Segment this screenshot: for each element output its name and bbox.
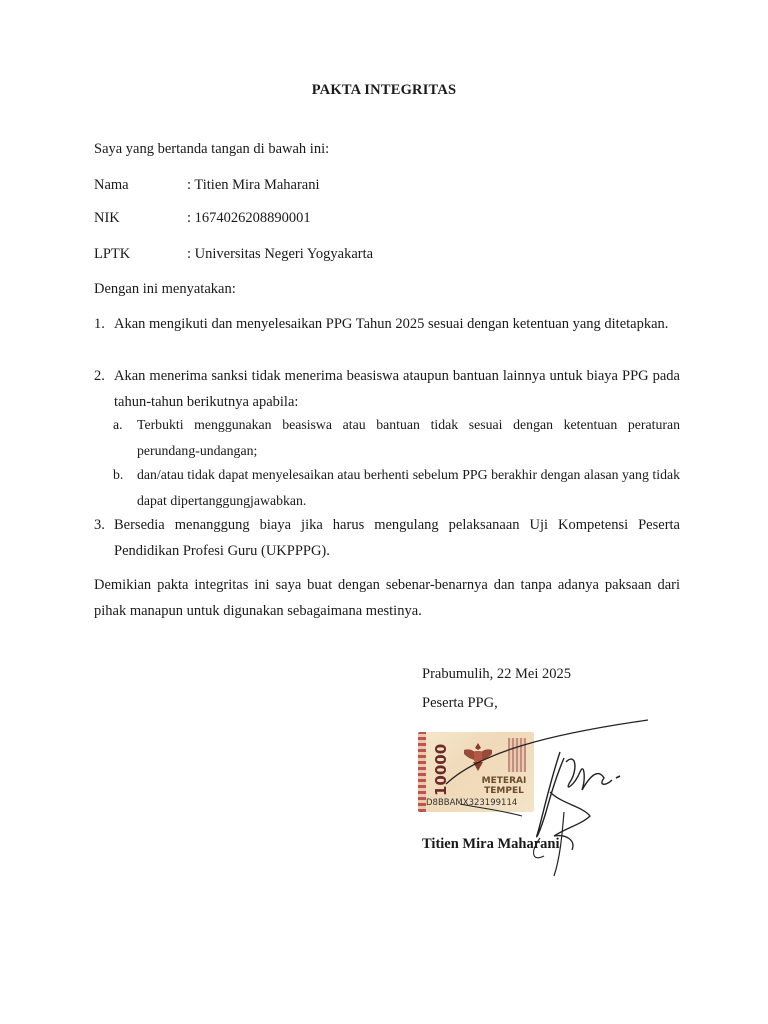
stamp-serial: D8BBAMX323199114 — [426, 798, 518, 808]
declaration-heading: Dengan ini menyatakan: — [94, 281, 236, 297]
stamp-label: METERAI TEMPEL — [481, 776, 527, 796]
handwritten-signature-icon — [440, 712, 660, 882]
list-item-text: Bersedia menanggung biaya jika harus mengulang pelaksanaan Uji Kompetensi Peserta Pendidikan Profesi Guru (UKPPPG). — [114, 517, 680, 559]
signer-role: Peserta PPG, — [422, 695, 498, 711]
sub-list-item — [113, 462, 680, 514]
stamp-denomination: 10000 — [432, 743, 450, 797]
field-label-nik: NIK — [94, 210, 120, 226]
place-date: Prabumulih, 22 Mei 2025 — [422, 666, 572, 682]
list-item — [94, 311, 680, 337]
sub-list-item-letter: b. — [113, 467, 124, 482]
stamp-security-band — [418, 732, 426, 812]
field-value-nik: : 1674026208890001 — [187, 210, 311, 226]
list-item — [94, 363, 680, 415]
field-value-nama: : Titien Mira Maharani — [187, 177, 320, 193]
field-label-lptk: LPTK — [94, 246, 131, 262]
sub-list-item-text: Terbukti menggunakan beasiswa atau bantuan tidak sesuai dengan ketentuan peraturan perundang-undangan; — [137, 417, 680, 458]
sub-list-item — [113, 412, 680, 464]
list-item-number: 3. — [94, 517, 105, 533]
intro-text: Saya yang bertanda tangan di bawah ini: — [94, 141, 330, 157]
list-item-text: Akan menerima sanksi tidak menerima beasiswa ataupun bantuan lainnya untuk biaya PPG pada tahun-tahun berikutnya apabila: — [114, 368, 680, 410]
list-item-text: Akan mengikuti dan menyelesaikan PPG Tahun 2025 sesuai dengan ketentuan yang ditetapkan. — [114, 316, 669, 332]
closing-paragraph: Demikian pakta integritas ini saya buat dengan sebenar-benarnya dan tanpa adanya paksaan dari pihak manapun untuk digunakan sebagaimana mestinya. — [94, 577, 680, 619]
document-title: PAKTA INTEGRITAS — [311, 82, 457, 98]
sub-list-item-letter: a. — [113, 417, 123, 432]
field-value-lptk: : Universitas Negeri Yogyakarta — [187, 246, 374, 262]
field-label-nama: Nama — [94, 177, 129, 193]
sub-list-item-text: dan/atau tidak dapat menyelesaikan atau berhenti sebelum PPG berakhir dengan alasan yang tidak dapat dipertanggungjawabkan. — [137, 467, 680, 508]
list-item — [94, 512, 680, 564]
list-item-number: 2. — [94, 368, 105, 384]
list-item-number: 1. — [94, 316, 105, 332]
signer-name: Titien Mira Maharani — [422, 836, 560, 852]
